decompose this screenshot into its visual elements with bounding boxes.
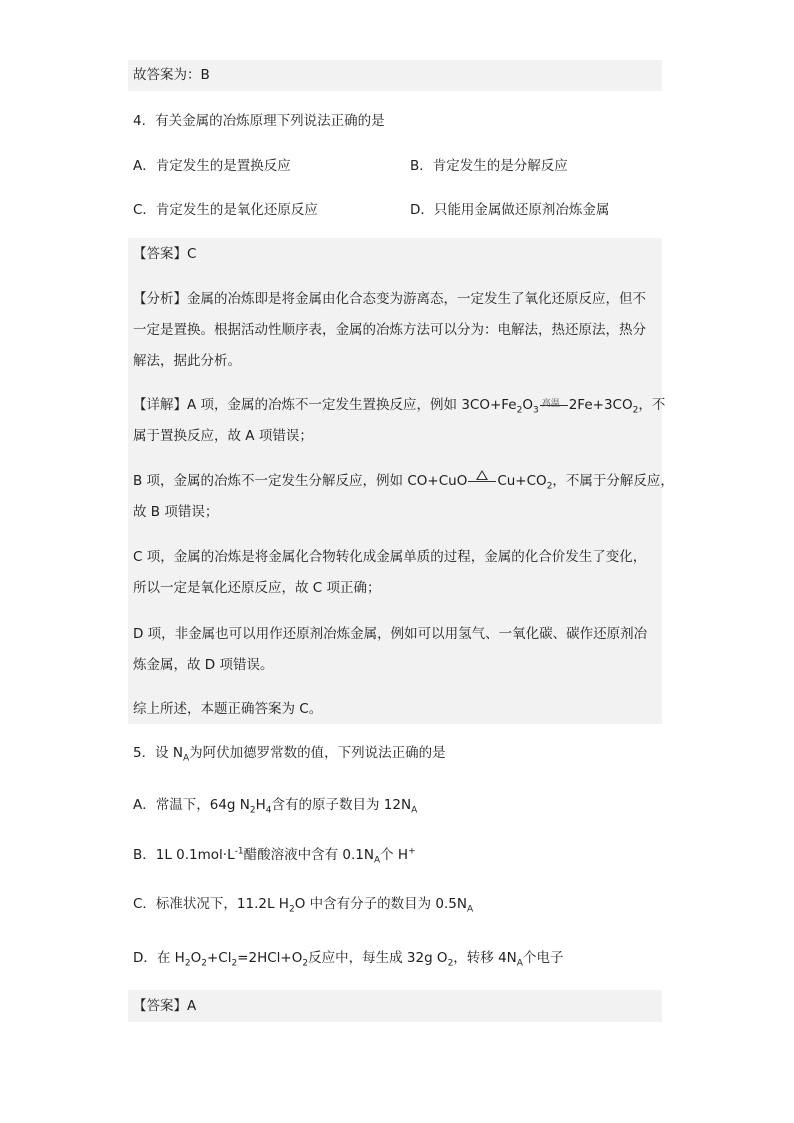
q4-detail-b-line-1: B 项，金属的冶炼不一定发生分解反应，例如 CO+CuO $Cu+CO_2$，不属于分解反应， <box>133 471 674 491</box>
prev-answer-text: 故答案为：B <box>133 67 210 83</box>
q5-solution-block <box>128 990 662 1022</box>
q5-answer: 【答案】A <box>133 998 197 1014</box>
q4-detail-a-line-2: 属于置换反应，故 A 项错误； <box>133 428 313 444</box>
q5-option-b: B．1L $0.1mol\cdot L^{-1}$醋酸溶液中含有 $0.1N_A$个 H+ <box>133 846 416 866</box>
q4-option-b: B．肯定发生的是分解反应 <box>410 158 568 174</box>
q4-option-d: D．只能用金属做还原剂冶炼金属 <box>410 202 610 218</box>
q4-detail-d-line-1: D 项，非金属也可以用作还原剂冶炼金属，例如可以用氢气、一氧化碳、碳作还原剂冶 <box>133 626 648 642</box>
q5-option-d: D．在 $H_2O_2+Cl_2=2HCl+O_2$反应中，每生成 32g $O_2$，转移 $4N_A$个电子 <box>133 950 564 969</box>
q4-option-a: A．肯定发生的是置换反应 <box>133 158 291 174</box>
q4-analysis-line-1: 【分析】金属的冶炼即是将金属由化合态变为游离态，一定发生了氧化还原反应，但不 <box>133 291 646 307</box>
high-temp-arrow-icon: 高温 <box>540 405 568 406</box>
q4-analysis-line-2: 一定是置换。根据活动性顺序表，金属的冶炼方法可以分为：电解法，热还原法，热分 <box>133 322 646 338</box>
q4-detail-d-line-2: 炼金属，故 D 项错误。 <box>133 657 274 673</box>
q4-answer: 【答案】C <box>133 246 197 262</box>
q5-stem: 5．设 $N_A$为阿伏加德罗常数的值，下列说法正确的是 <box>133 745 446 764</box>
q4-option-c: C．肯定发生的是氧化还原反应 <box>133 202 318 218</box>
q4-detail-c-line-1: C 项，金属的冶炼是将金属化合物转化成金属单质的过程，金属的化合价发生了变化， <box>133 549 647 565</box>
q5-option-a: A．常温下，64g $N_2H_4$含有的原子数目为 $12N_A$ <box>133 797 418 816</box>
q4-detail-a-line-1: 【详解】A 项，金属的冶炼不一定发生置换反应，例如 $3CO+Fe_2O_3$ 高温 $2Fe+3CO_2$，不 <box>133 397 666 416</box>
heat-triangle-icon <box>468 481 496 482</box>
q5-option-c: C．标准状况下，11.2L $H_2O$ 中含有分子的数目为 $0.5N_A$ <box>133 896 474 915</box>
q4-stem: 4．有关金属的冶炼原理下列说法正确的是 <box>133 113 385 129</box>
q4-detail-b-line-2: 故 B 项错误； <box>133 504 219 520</box>
q4-analysis-line-3: 解法，据此分析。 <box>133 353 241 369</box>
q4-detail-c-line-2: 所以一定是氧化还原反应，故 C 项正确； <box>133 580 381 596</box>
q4-summary: 综上所述，本题正确答案为 C。 <box>133 701 323 717</box>
